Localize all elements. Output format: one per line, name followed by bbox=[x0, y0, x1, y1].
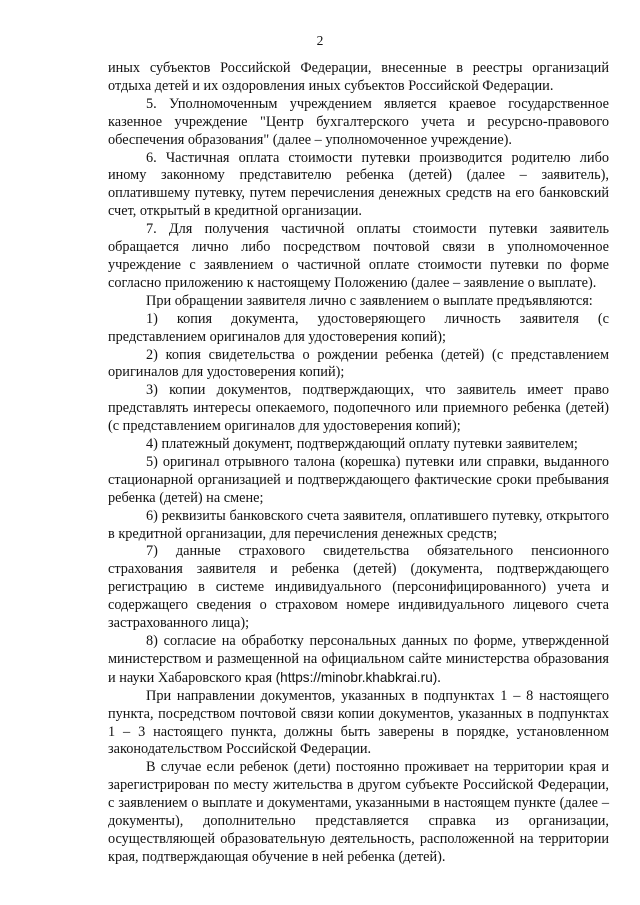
paragraph-continuation: иных субъектов Российской Федерации, внесенные в реестры организаций отдыха детей и их оздоровления иных субъектов Российской Федерации. bbox=[108, 60, 609, 94]
paragraph-postal-submission: При направлении документов, указанных в подпунктах 1 – 8 настоящего пункта, посредством почтовой связи копии документов, указанных в подпунктах 1 – 3 настоящего пункта, должны быть заверены в порядке, установленном законодательством Российской Федерации. bbox=[108, 687, 609, 758]
subitem-4: 4) платежный документ, подтверждающий оплату путевки заявителем; bbox=[146, 436, 578, 453]
subitem-3: 3) копии документов, подтверждающих, что заявитель имеет право представлять интересы опекаемого, подопечного или приемного ребенка (детей) (с представлением оригиналов для удостоверения копий); bbox=[108, 382, 609, 435]
paragraph-item-5: 5. Уполномоченным учреждением является краевое государственное казенное учреждение "Центр бухгалтерского учета и ресурсно-правового обеспечения образования" (далее – уполномоченное учреждение). bbox=[108, 95, 609, 148]
subitem-8-end: . bbox=[437, 669, 441, 686]
paragraph-item-7: 7. Для получения частичной оплаты стоимости путевки заявитель обращается лично либо посредством почтовой связи в уполномоченное учреждение с заявлением о частичной оплате стоимости путевки по форме согласно приложению к настоящему Положению (далее – заявление о выплате). bbox=[108, 221, 609, 291]
page-number: 2 bbox=[316, 33, 324, 48]
subitem-8-text: 8) согласие на обработку персональных данных по форме, утвержденной министерством и размещенной на официальном сайте министерства образования и науки Хабаровского края bbox=[108, 633, 609, 686]
paragraph-item-6: 6. Частичная оплата стоимости путевки производится родителю либо иному законному представителю ребенка (детей) (далее – заявитель), оплатившему путевку, путем перечисления денежных средств на его банковский счет, открытый в кредитной организации. bbox=[108, 149, 609, 220]
subitem-2: 2) копия свидетельства о рождении ребенка (детей) (с представлением оригиналов для удостоверения копий); bbox=[108, 346, 609, 381]
subitem-1: 1) копия документа, удостоверяющего личность заявителя (с представлением оригиналов для удостоверения копий); bbox=[108, 310, 609, 345]
paragraph-other-region: В случае если ребенок (дети) постоянно проживает на территории края и зарегистрирован по месту жительства в другом субъекте Российской Федерации, с заявлением о выплате и документами, указанными в настоящем пункте (далее – документы), дополнительно представляется справка из организации, осуществляющей образовательную деятельность, расположенной на территории края, подтверждающая обучение в ней ребенка (детей). bbox=[108, 759, 609, 865]
subitem-7: 7) данные страхового свидетельства обязательного пенсионного страхования заявителя и ребенка (детей) (документа, подтверждающего регистрацию в системе индивидуального (персонифицированного) учета и содержащего сведения о страховом номере индивидуального лицевого счета застрахованного лица); bbox=[108, 543, 609, 632]
subitem-6: 6) реквизиты банковского счета заявителя, оплатившего путевку, открытого в кредитной организации, для перечисления денежных средств; bbox=[108, 507, 609, 542]
subitem-8 bbox=[108, 633, 609, 688]
paragraph-personal-request: При обращении заявителя лично с заявлением о выплате предъявляются: bbox=[146, 292, 593, 309]
document-body bbox=[108, 60, 609, 867]
website-link[interactable]: (https://minobr.khabkrai.ru) bbox=[275, 669, 438, 685]
subitem-5: 5) оригинал отрывного талона (корешка) путевки или справки, выданного стационарной организацией и подтверждающего фактические сроки пребывания ребенка (детей) на смене; bbox=[108, 453, 609, 506]
